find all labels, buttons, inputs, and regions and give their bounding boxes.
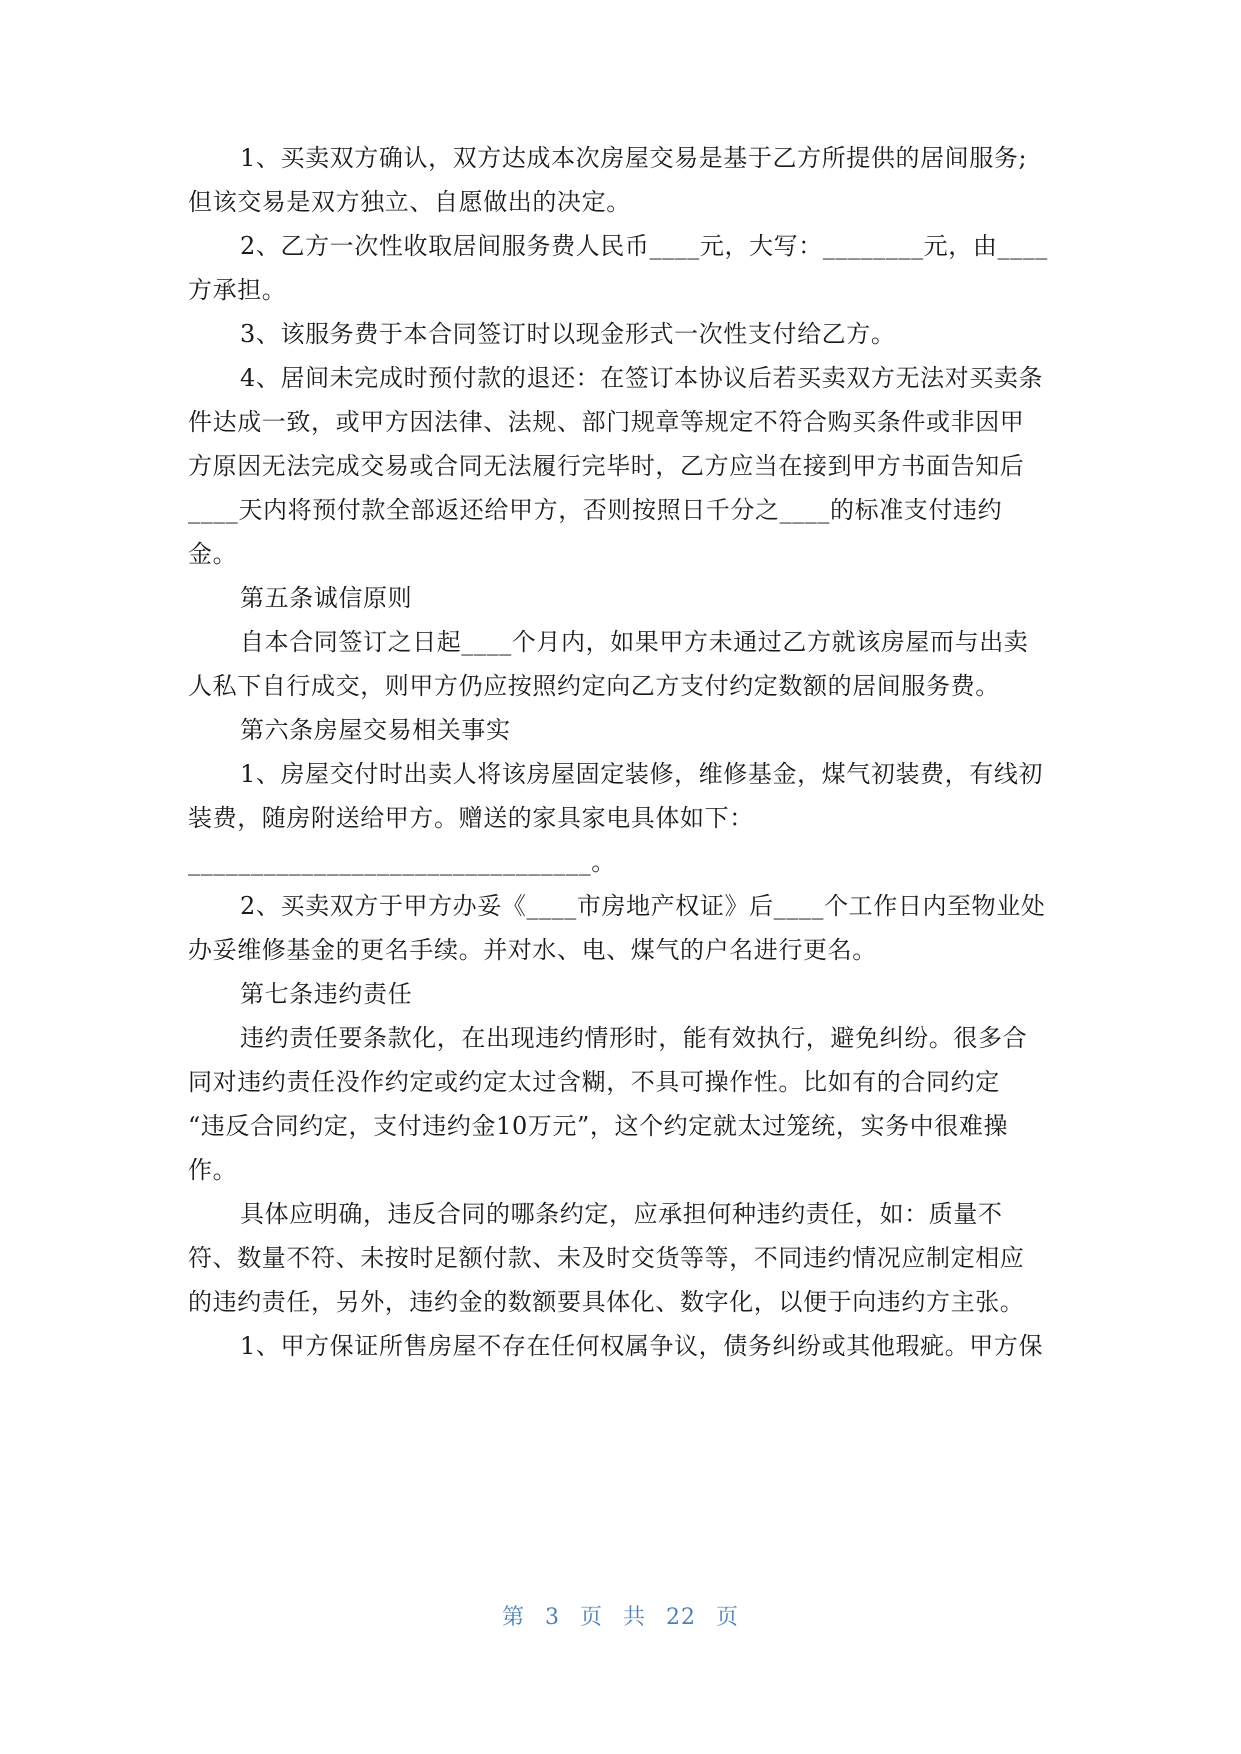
page-number-footer: [0, 1600, 1241, 1631]
text-line: 3、该服务费于本合同签订时以现金形式一次性支付给乙方。: [240, 320, 896, 348]
text-line: “违反合同约定，支付违约金10万元”，这个约定就太过笼统，实务中很难操: [188, 1112, 1009, 1140]
text-line: 1、甲方保证所售房屋不存在任何权属争议，债务纠纷或其他瑕疵。甲方保: [240, 1332, 1044, 1360]
text-line: 的违约责任，另外，违约金的数额要具体化、数字化，以便于向违约方主张。: [188, 1288, 1025, 1316]
text-line: 方原因无法完成交易或合同无法履行完毕时，乙方应当在接到甲方书面告知后: [188, 452, 1025, 480]
text-line: 违约责任要条款化，在出现违约情形时，能有效执行，避免纠纷。很多合: [240, 1024, 1028, 1052]
text-line: 1、房屋交付时出卖人将该房屋固定装修，维修基金，煤气初装费，有线初: [240, 760, 1044, 788]
text-line: 人私下自行成交，则甲方仍应按照约定向乙方支付约定数额的居间服务费。: [188, 672, 1000, 700]
text-line: 作。: [188, 1156, 238, 1184]
total-page-count: 22: [666, 1605, 697, 1630]
footer-ye2: 页: [716, 1605, 740, 1630]
footer-ye: 页: [579, 1605, 603, 1630]
text-line: 但该交易是双方独立、自愿做出的决定。: [188, 188, 631, 216]
text-line: ____天内将预付款全部返还给甲方，否则按照日千分之____的标准支付违约: [188, 496, 1003, 524]
text-line: 2、乙方一次性收取居间服务费人民币____元，大写：________元，由____: [240, 232, 1048, 260]
text-line: 具体应明确，违反合同的哪条约定，应承担何种违约责任，如：质量不: [240, 1200, 1003, 1228]
text-line: 自本合同签订之日起____个月内，如果甲方未通过乙方就该房屋而与出卖: [240, 628, 1029, 656]
text-line: 同对违约责任没作约定或约定太过含糊，不具可操作性。比如有的合同约定: [188, 1068, 1000, 1096]
current-page-number: 3: [544, 1605, 560, 1630]
text-line: 1、买卖双方确认，双方达成本次房屋交易是基于乙方所提供的居间服务;: [240, 144, 1028, 172]
section-heading: 第五条诚信原则: [240, 584, 413, 612]
text-line: 2、买卖双方于甲方办妥《____市房地产权证》后____个工作日内至物业处: [240, 892, 1046, 920]
text-line: 金。: [188, 540, 238, 568]
text-line: ________________________________。: [188, 848, 616, 876]
footer-gong: 共: [623, 1605, 647, 1630]
section-heading: 第七条违约责任: [240, 980, 413, 1008]
text-line: 件达成一致，或甲方因法律、法规、部门规章等规定不符合购买条件或非因甲: [188, 408, 1025, 436]
footer-di: 第: [501, 1605, 525, 1630]
text-line: 符、数量不符、未按时足额付款、未及时交货等等，不同违约情况应制定相应: [188, 1244, 1025, 1272]
text-line: 办妥维修基金的更名手续。并对水、电、煤气的户名进行更名。: [188, 936, 877, 964]
text-line: 方承担。: [188, 276, 287, 304]
section-heading: 第六条房屋交易相关事实: [240, 716, 511, 744]
text-line: 装费，随房附送给甲方。赠送的家具家电具体如下：: [188, 804, 754, 832]
text-line: 4、居间未完成时预付款的退还：在签订本协议后若买卖双方无法对买卖条: [240, 364, 1044, 392]
